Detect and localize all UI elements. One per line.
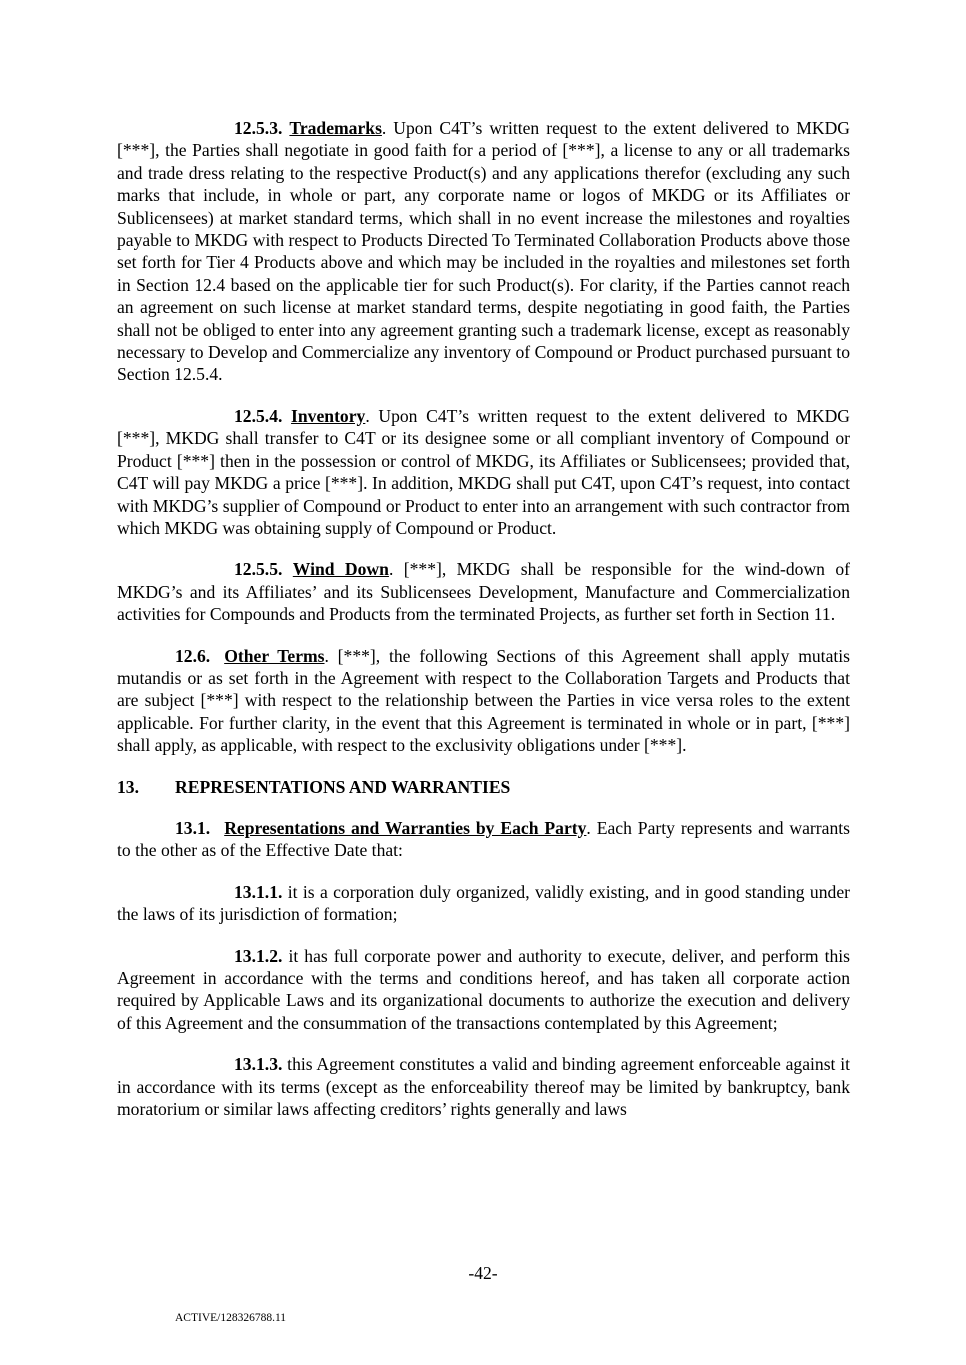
section-text: it has full corporate power and authority to execute, deliver, and perform this Agreement in accordance with the terms and conditions hereof, and has taken all corporate action required by Applicable Laws and its organizational documents to authorize the execution and delivery of this Agreement and the consummation of the transactions contemplated by this Agreement; <box>117 945 850 1033</box>
section-number: 13.1.1. <box>234 881 283 902</box>
section-title: Other Terms <box>224 645 325 666</box>
section-13-1 <box>117 817 850 862</box>
section-13-1-1 <box>117 881 850 926</box>
section-text: this Agreement constitutes a valid and binding agreement enforceable against it in accordance with its terms (except as the enforceability thereof may be limited by bankruptcy, bank moratorium or similar laws affecting creditors’ rights generally and laws <box>117 1054 850 1120</box>
section-number: 13.1.3. <box>234 1054 283 1075</box>
section-title: Representations and Warranties by Each Party <box>224 817 587 838</box>
section-12-6 <box>117 645 850 757</box>
section-12-5-5 <box>117 558 850 625</box>
section-title: REPRESENTATIONS AND WARRANTIES <box>175 776 511 797</box>
section-text: it is a corporation duly organized, validly existing, and in good standing under the laws of its jurisdiction of formation; <box>117 881 850 925</box>
section-12-5-3 <box>117 117 850 386</box>
section-text: . Upon C4T’s written request to the extent delivered to MKDG [***], MKDG shall transfer to C4T or its designee some or all compliant inventory of Compound or Product [***] then in the possession or control of MKDG, its Affiliates or Sublicensees; provided that, C4T will pay MKDG a price [***]. In addition, MKDG shall put C4T, upon C4T’s request, into contact with MKDG’s supplier of Compound or Product to enter into an arrangement with such contractor from which MKDG was obtaining supply of Compound or Product. <box>117 405 850 538</box>
section-13-heading <box>117 776 850 798</box>
section-number: 12.5.5. <box>234 559 283 580</box>
section-number: 13.1.2. <box>234 945 283 966</box>
document-body <box>117 117 850 1139</box>
section-text: . Upon C4T’s written request to the extent delivered to MKDG [***], the Parties shall negotiate in good faith for a period of [***], a license to any or all trademarks and trade dress relating to the respective Product(s) and any applications therefor (excluding any such marks that include, in whole or part, any corporate name or logos of MKDG or its Affiliates or Sublicensees) at market standard terms, which shall in no event increase the milestones and royalties payable to MKDG with respect to Products Directed To Terminated Collaboration Products above those set forth for Tier 4 Products above and which may be included in the royalties and milestones set forth in Section 12.4 based on the applicable tier for such Product(s). For clarity, if the Parties cannot reach an agreement on such license at market standard terms, despite negotiating in good faith, the Parties shall not be obliged to enter into any agreement granting such a trademark license, except as reasonably necessary to Develop and Commercialize any inventory of Compound or Product purchased pursuant to Section 12.5.4. <box>117 118 850 385</box>
section-text: . Each Party represents and warrants to the other as of the Effective Date that: <box>117 817 850 861</box>
section-title: Trademarks <box>289 118 382 138</box>
section-number: 13.1. <box>175 817 211 838</box>
section-title: Wind Down <box>292 559 389 580</box>
section-number: 13. <box>117 776 139 797</box>
section-title: Inventory <box>291 405 366 426</box>
page-number: -42- <box>468 1263 498 1283</box>
section-text: . [***], MKDG shall be responsible for the wind-down of MKDG’s and its Affiliates’ and its Sublicensees Development, Manufacture and Commercialization activities for Compounds and Products from the terminated Projects, as further set forth in Section 11. <box>117 559 851 625</box>
section-number: 12.5.4. <box>234 405 283 426</box>
section-text: . [***], the following Sections of this Agreement shall apply mutatis mutandis or as set forth in the Agreement with respect to the Collaboration Targets and Products that are subject [***] with respect to the relationship between the Parties in vice versa roles to the extent applicable. For further clarity, in the event that this Agreement is terminated in whole or in part, [***] shall apply, as applicable, with respect to the exclusivity obligations under [***]. <box>117 645 850 756</box>
section-number: 12.6. <box>175 645 211 666</box>
section-12-5-4 <box>117 405 850 539</box>
section-13-1-2 <box>117 945 850 1035</box>
section-13-1-3 <box>117 1053 850 1120</box>
section-number: 12.5.3. <box>234 118 283 138</box>
document-id: ACTIVE/128326788.11 <box>175 1312 287 1324</box>
